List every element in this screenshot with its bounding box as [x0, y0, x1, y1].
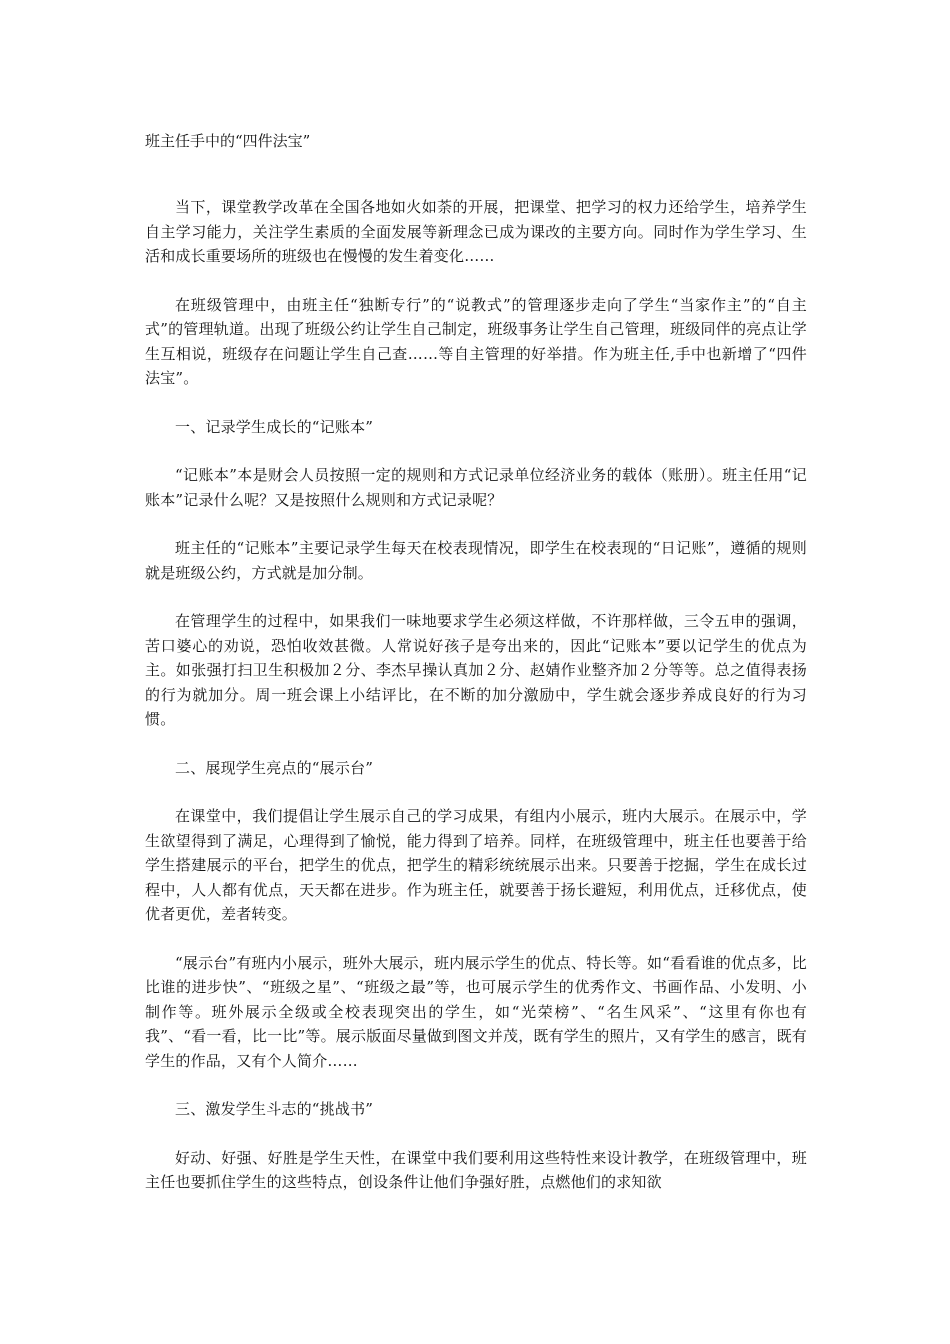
paragraph-ledger-method: 在管理学生的过程中，如果我们一味地要求学生必须这样做，不许那样做，三令五申的强调，苦口婆心的劝说，恐怕收效甚微。人常说好孩子是夸出来的，因此“记账本”要以记学生的优点为主。如张强打扫卫生积极加２分、李杰早操认真加２分、赵婧作业整齐加２分等等。总之值得表扬的行为就加分。周一班会课上小结评比，在不断的加分激励中，学生就会逐步养成良好的行为习惯。 [145, 612, 807, 728]
paragraph-ledger-definition: “记账本”本是财会人员按照一定的规则和方式记录单位经济业务的载体（账册）。班主任用“记账本”记录什么呢？又是按照什么规则和方式记录呢？ [145, 466, 807, 509]
paragraph-ledger-content: 班主任的“记账本”主要记录学生每天在校表现情况，即学生在校表现的“日记账”，遵循的规则就是班级公约，方式就是加分制。 [145, 539, 807, 582]
paragraph-showcase-detail: “展示台”有班内小展示，班外大展示，班内展示学生的优点、特长等。如“看看谁的优点多，比比谁的进步快”、“班级之星”、“班级之最”等，也可展示学生的优秀作文、书画作品、小发明、小制作等。班外展示全级或全校表现突出的学生，如“光荣榜”、“名生风采”、“这里有你也有我”、“看一看，比一比”等。展示版面尽量做到图文并茂，既有学生的照片，又有学生的感言，既有学生的作品，又有个人简介…… [145, 953, 808, 1070]
section-heading-1: 一、记录学生成长的“记账本” [175, 417, 374, 436]
paragraph-management: 在班级管理中，由班主任“独断专行”的“说教式”的管理逐步走向了学生“当家作主”的“自主式”的管理轨道。出现了班级公约让学生自己制定，班级事务让学生自己管理，班级同伴的亮点让学生互相说，班级存在问题让学生自己查……等自主管理的好举措。作为班主任,手中也新增了“四件法宝”。 [145, 295, 807, 387]
document-title: 班主任手中的“四件法宝” [145, 132, 311, 150]
section-heading-3: 三、激发学生斗志的“挑战书” [175, 1100, 374, 1118]
paragraph-intro: 当下，课堂教学改革在全国各地如火如荼的开展，把课堂、把学习的权力还给学生，培养学生自主学习能力，关注学生素质的全面发展等新理念已成为课改的主要方向。同时作为学生学习、生活和成长重要场所的班级也在慢慢的发生着变化…… [145, 198, 807, 265]
section-heading-2: 二、展现学生亮点的“展示台” [175, 758, 374, 777]
paragraph-challenge-intro: 好动、好强、好胜是学生天性，在课堂中我们要利用这些特性来设计教学，在班级管理中，班主任也要抓住学生的这些特点，创设条件让他们争强好胜，点燃他们的求知欲 [145, 1148, 807, 1191]
paragraph-showcase-intro: 在课堂中，我们提倡让学生展示自己的学习成果，有组内小展示，班内大展示。在展示中，学生欲望得到了满足，心理得到了愉悦，能力得到了培养。同样，在班级管理中，班主任也要善于给学生搭建展示的平台，把学生的优点，把学生的精彩统统展示出来。只要善于挖掘，学生在成长过程中，人人都有优点，天天都在进步。作为班主任，就要善于扬长避短，利用优点，迁移优点，使优者更优，差者转变。 [145, 807, 807, 923]
document-body [145, 195, 807, 1219]
